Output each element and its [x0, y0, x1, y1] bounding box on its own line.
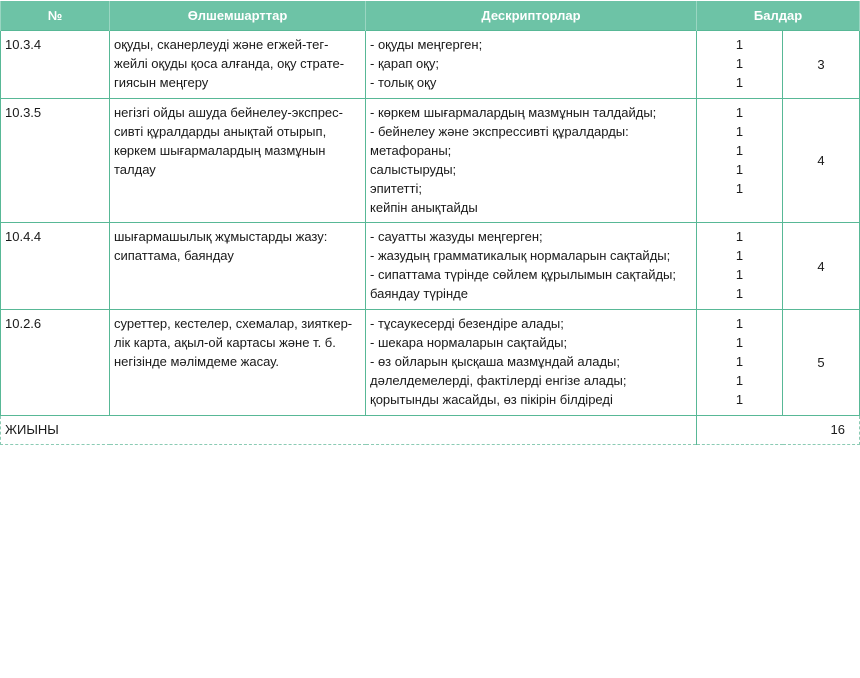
assessment-rubric-table [0, 1, 860, 445]
descriptors-cell-line: - сипаттама түрінде сөйлем құрылымын сақтайды; [370, 267, 677, 282]
descriptors-cell-line: эпитетті; [370, 181, 422, 196]
points-cell-line: 1 [735, 316, 744, 331]
points-cell-line: 1 [735, 75, 744, 90]
descriptors-cell-line: - шекара нормаларын сақтайды; [370, 335, 568, 350]
table-header-row [1, 1, 860, 31]
table-row [1, 99, 860, 223]
row-code: 10.2.6 [1, 310, 110, 416]
criteria-cell-line: оқуды, сканерлеуді және егжей-тег- [114, 37, 329, 52]
descriptors-cell-line: метафораны; [370, 143, 452, 158]
points-cell-line: 1 [735, 162, 744, 177]
points-cell-line: 1 [735, 373, 744, 388]
criteria-cell-line: көркем шығармалардың мазмұнын [114, 143, 326, 158]
descriptors-cell [366, 99, 697, 223]
descriptors-cell-line: қорытынды жасайды, өз пікірін білдіреді [370, 392, 613, 407]
table-row [1, 310, 860, 416]
points-cell [697, 310, 783, 416]
descriptors-cell-line: баяндау түрінде [370, 286, 468, 301]
header-points: Балдар [697, 1, 860, 31]
points-cell-line: 1 [735, 392, 744, 407]
row-code: 10.3.4 [1, 31, 110, 99]
points-cell-line: 1 [735, 248, 744, 263]
descriptors-cell-line: - өз ойларын қысқаша мазмұндай алады; [370, 354, 621, 369]
table-row [1, 223, 860, 310]
row-total: 4 [783, 99, 860, 223]
criteria-cell-line: талдау [114, 162, 156, 177]
points-cell-line: 1 [735, 124, 744, 139]
criteria-cell-line: жейлі оқуды қоса алғанда, оқу страте- [114, 56, 345, 71]
descriptors-cell [366, 31, 697, 99]
descriptors-cell-line: дәлелдемелерді, фактілерді енгізе алады; [370, 373, 627, 388]
header-number: № [1, 1, 110, 31]
criteria-cell [110, 31, 366, 99]
criteria-cell-line: суреттер, кестелер, схемалар, зияткер- [114, 316, 353, 331]
row-total: 3 [783, 31, 860, 99]
points-cell-line: 1 [735, 181, 744, 196]
descriptors-cell-line: - тұсаукесерді безендіре алады; [370, 316, 564, 331]
descriptors-cell-line: - бейнелеу және экспрессивті құралдарды: [370, 124, 629, 139]
points-cell-line: 1 [735, 354, 744, 369]
points-cell-line: 1 [735, 286, 744, 301]
criteria-cell-line: лік карта, ақыл-ой картасы және т. б. [114, 335, 336, 350]
criteria-cell-line: негізгі ойды ашуда бейнелеу-экспрес- [114, 105, 343, 120]
summary-value: 16 [697, 416, 860, 445]
descriptors-cell-line: салыстыруды; [370, 162, 457, 177]
criteria-cell-line: сивті құралдарды анықтай отырып, [114, 124, 327, 139]
criteria-cell [110, 223, 366, 310]
descriptors-cell-line: - көркем шығармалардың мазмұнын талдайды; [370, 105, 657, 120]
points-cell-line: 1 [735, 37, 744, 52]
criteria-cell [110, 310, 366, 416]
criteria-cell-line: сипаттама, баяндау [114, 248, 234, 263]
table-row [1, 31, 860, 99]
descriptors-cell-line: - толық оқу [370, 75, 437, 90]
points-cell-line: 1 [735, 335, 744, 350]
points-cell-line: 1 [735, 105, 744, 120]
descriptors-cell [366, 310, 697, 416]
points-cell-line: 1 [735, 229, 744, 244]
criteria-cell-line: шығармашылық жұмыстарды жазу: [114, 229, 328, 244]
row-total: 4 [783, 223, 860, 310]
header-criteria: Өлшемшарттар [110, 1, 366, 31]
points-cell-line: 1 [735, 143, 744, 158]
descriptors-cell-line: - қарап оқу; [370, 56, 439, 71]
criteria-cell-line: гиясын меңгеру [114, 75, 209, 90]
descriptors-cell-line: - жазудың грамматикалық нормаларын сақтайды; [370, 248, 671, 263]
row-code: 10.4.4 [1, 223, 110, 310]
descriptors-cell-line: - оқуды меңгерген; [370, 37, 483, 52]
descriptors-cell-line: - сауатты жазуды меңгерген; [370, 229, 543, 244]
descriptors-cell [366, 223, 697, 310]
row-total: 5 [783, 310, 860, 416]
descriptors-cell-line: кейпін анықтайды [370, 200, 478, 215]
points-cell [697, 99, 783, 223]
criteria-cell-line: негізінде мәлімдеме жасау. [114, 354, 279, 369]
summary-label: ЖИЫНЫ [1, 416, 697, 445]
summary-row [1, 416, 860, 445]
points-cell [697, 223, 783, 310]
row-code: 10.3.5 [1, 99, 110, 223]
header-descriptors: Дескрипторлар [366, 1, 697, 31]
criteria-cell [110, 99, 366, 223]
points-cell-line: 1 [735, 56, 744, 71]
points-cell [697, 31, 783, 99]
points-cell-line: 1 [735, 267, 744, 282]
